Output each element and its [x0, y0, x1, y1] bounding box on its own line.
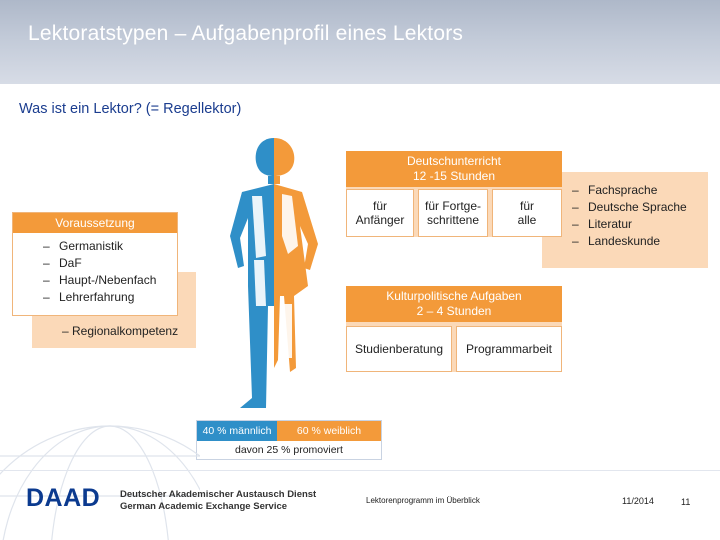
female-share: 60 % weiblich — [277, 421, 381, 441]
promoviert-note: davon 25 % promoviert — [235, 444, 343, 456]
deutschunterricht-side-panel — [542, 172, 708, 268]
male-share: 40 % männlich — [197, 421, 277, 441]
cell-fortgeschrittene: für Fortge- schrittene — [418, 189, 488, 237]
header-bar — [0, 0, 720, 84]
daad-organisation: Deutscher Akademischer Austausch Dienst German Academic Exchange Service — [120, 489, 317, 512]
voraussetzung-title: Voraussetzung — [13, 213, 177, 233]
daad-logo: DAAD — [26, 484, 101, 512]
voraussetzung-list — [41, 238, 156, 306]
list-item: – Deutsche Sprache — [570, 199, 687, 216]
kultur-box — [346, 286, 562, 372]
gender-box — [196, 420, 382, 460]
cell-alle: für alle — [492, 189, 562, 237]
slide-title: Lektoratstypen – Aufgabenprofil eines Lektors — [28, 22, 464, 45]
cell-anfaenger: für Anfänger — [346, 189, 414, 237]
footer-date: 11/2014 — [622, 496, 654, 506]
kultur-title: Kulturpolitische Aufgaben 2 – 4 Stunden — [346, 286, 562, 322]
list-item: – Lehrerfahrung — [41, 289, 156, 306]
page-number: 11 — [681, 497, 691, 507]
list-item: – Haupt-/Nebenfach — [41, 272, 156, 289]
footer-divider — [0, 470, 720, 471]
slide-subtitle: Was ist ein Lektor? (= Regellektor) — [19, 101, 242, 117]
cell-studienberatung: Studienberatung — [346, 326, 452, 372]
list-item: – DaF — [41, 255, 156, 272]
cell-programmarbeit: Programmarbeit — [456, 326, 562, 372]
footer-topic: Lektorenprogramm im Überblick — [366, 496, 480, 505]
deutschunterricht-box — [346, 151, 562, 237]
voraussetzung-box — [12, 212, 178, 316]
lektor-figure-icon — [218, 136, 328, 412]
regionalkompetenz-label: – Regionalkompetenz — [62, 324, 179, 338]
list-item: – Fachsprache — [570, 182, 687, 199]
deutschunterricht-title: Deutschunterricht 12 -15 Stunden — [346, 151, 562, 187]
list-item: – Landeskunde — [570, 233, 687, 250]
list-item: – Germanistik — [41, 238, 156, 255]
list-item: – Literatur — [570, 216, 687, 233]
deutschunterricht-side-list — [570, 182, 687, 250]
globe-grid-icon — [0, 416, 200, 540]
